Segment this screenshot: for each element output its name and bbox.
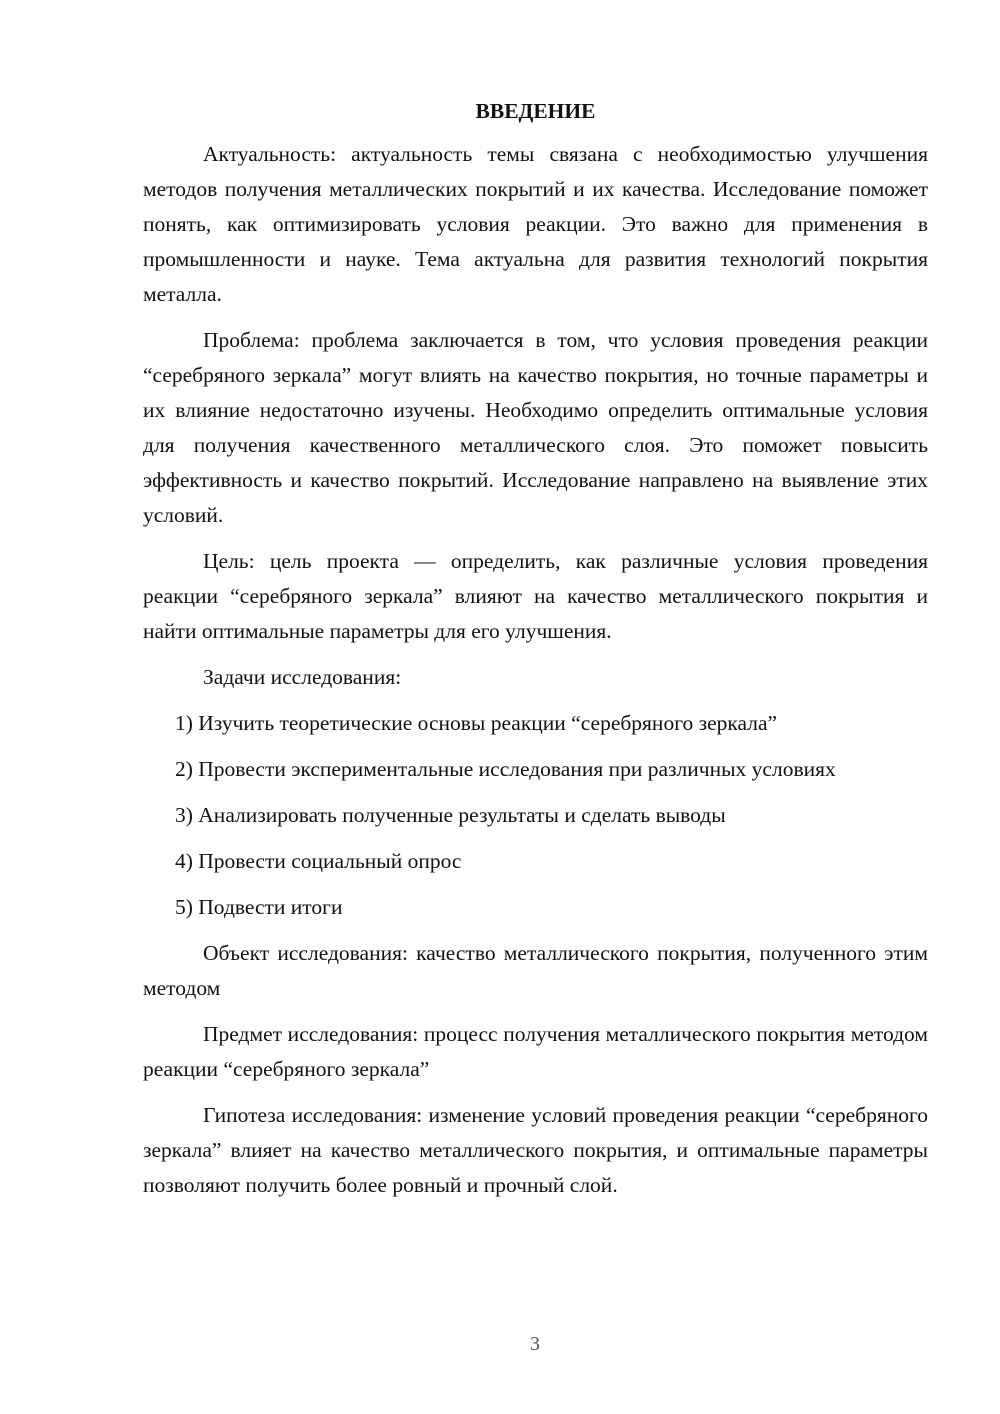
list-item: 2) Провести экспериментальные исследования при различных условиях: [175, 757, 836, 781]
tasks-list: [143, 706, 928, 925]
paragraph-goal: Цель: цель проекта — определить, как различные условия проведения реакции “серебряного зеркала” влияют на качество металлического покрытия и найти оптимальные параметры для его улучшения.: [143, 549, 928, 643]
list-item: 3) Анализировать полученные результаты и сделать выводы: [175, 803, 726, 827]
tasks-heading: Задачи исследования:: [203, 665, 402, 689]
list-item: 4) Провести социальный опрос: [175, 849, 462, 873]
list-item: 1) Изучить теоретические основы реакции “серебряного зеркала”: [175, 711, 778, 735]
paragraph-hypothesis: Гипотеза исследования: изменение условий проведения реакции “серебряного зеркала” влияет на качество металлического покрытия, и оптимальные параметры позволяют получить более ровный и прочный слой.: [143, 1103, 928, 1197]
paragraph-object: Объект исследования: качество металлического покрытия, полученного этим методом: [143, 941, 928, 1000]
paragraph-subject: Предмет исследования: процесс получения металлического покрытия методом реакции “серебряного зеркала”: [143, 1022, 928, 1081]
page-title: ВВЕДЕНИЕ: [475, 99, 596, 123]
paragraph-problem: Проблема: проблема заключается в том, что условия проведения реакции “серебряного зеркала” могут влиять на качество покрытия, но точные параметры и их влияние недостаточно изучены. Необходимо определить оптимальные условия для получения качественного металлического слоя. Это поможет повысить эффективность и качество покрытий. Исследование направлено на выявление этих условий.: [143, 328, 928, 527]
paragraph-relevance: Актуальность: актуальность темы связана с необходимостью улучшения методов получения металлических покрытий и их качества. Исследование поможет понять, как оптимизировать условия реакции. Это важно для применения в промышленности и науке. Тема актуальна для развития технологий покрытия металла.: [143, 142, 928, 306]
list-item: 5) Подвести итоги: [175, 895, 343, 919]
page-number: 3: [530, 1333, 540, 1355]
document-page: [143, 96, 928, 1214]
